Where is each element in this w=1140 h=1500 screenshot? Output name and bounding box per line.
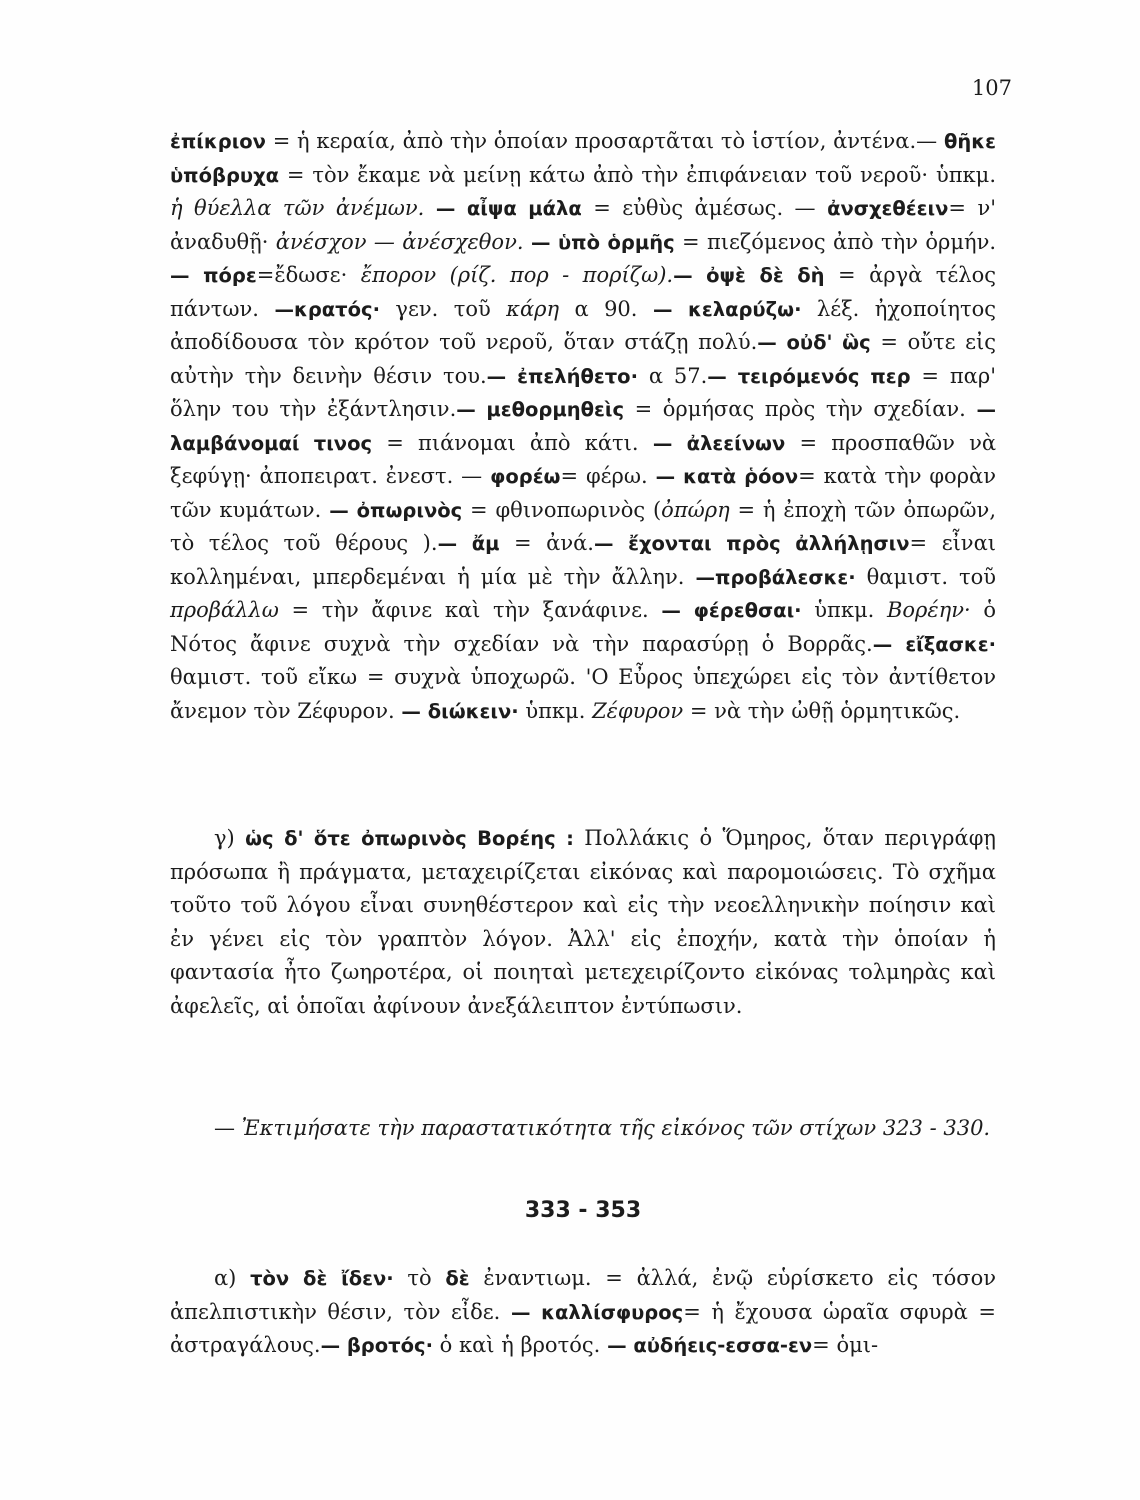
glossary-definition: προσπαθῶν νὰ ξεφύγῃ· ἀποπειρατ. ἐνεστ. — — [170, 430, 997, 488]
glossary-definition: ὁρμήσας πρὸς τὴν σχεδίαν. — [662, 397, 966, 421]
commentary-term: ὡς δ' ὅτε ὀπωρινὸς Βορέης : — [245, 827, 574, 850]
commentary-paragraph-c — [170, 822, 996, 1023]
glossary-term: — κελαρύζω· — [637, 297, 802, 321]
glossary-separator: = — [279, 162, 313, 187]
glossary-separator: = — [798, 464, 824, 488]
glossary-italic-form: ἀνέσχον — ἀνέσχεθον. — [268, 229, 524, 254]
commentary-text: = ὁμι- — [812, 1333, 879, 1357]
glossary-term: — διώκειν· — [394, 699, 519, 723]
glossary-definition-cont: = νὰ τὴν ὠθῇ ὁρμητικῶς. — [683, 698, 961, 723]
glossary-separator: = — [560, 464, 586, 488]
glossary-definition: α 57. — [648, 363, 708, 388]
glossary-term: — οὐδ' ὣς — [757, 331, 871, 354]
glossary-separator: = — [462, 497, 496, 522]
glossary-definition: τὸν ἔκαμε νὰ μείνῃ κάτω ἀπὸ τὴν ἐπιφάνειαν τοῦ νεροῦ· ὑπκμ. — [312, 162, 996, 187]
commentary-text: = ἡ ἔχουσα ὡραῖα σφυρὰ = ἀστραγάλους. — [170, 1299, 996, 1357]
glossary-term: — φέρεθσαι· — [648, 599, 802, 622]
glossary-term: —κρατός· — [258, 297, 380, 321]
glossary-italic-form: ἔπορον (ρίζ. πορ - πορίζω). — [347, 263, 674, 287]
glossary-separator — [380, 297, 395, 321]
glossary-term: — πόρε — [170, 264, 257, 287]
glossary-term: — ἐπελήθετο· — [486, 364, 638, 388]
glossary-definition: ὑπκμ. — [814, 598, 875, 622]
commentary-term: — καλλίσφυρος — [500, 1300, 684, 1324]
glossary-definition: εἶναι κολλημέναι, μπερδεμέναι ἡ μία μὲ τὴν ἄλλην. — [170, 531, 996, 589]
paragraph-label: α) — [214, 1266, 251, 1290]
exercise-text: Ἐκτιμήσατε τὴν παραστατικότητα τῆς εἰκόνος τῶν στίχων 323 - 330. — [241, 1116, 991, 1140]
glossary-definition-cont: = τὴν ἄφινε καὶ τὴν ξανάφινε. — [278, 598, 649, 622]
glossary-separator — [638, 364, 649, 388]
glossary-italic-form: ὀπώρη — [661, 497, 730, 522]
page-number: 107 — [971, 76, 1012, 100]
commentary-term: τὸν δὲ ἴδεν· — [250, 1267, 394, 1290]
glossary-paragraph — [170, 125, 996, 728]
glossary-separator: = — [256, 263, 275, 287]
glossary-separator: = — [581, 196, 623, 220]
glossary-term: — εἴξασκε· — [872, 632, 996, 656]
glossary-term: φορέω — [482, 465, 561, 488]
glossary-separator: = — [870, 330, 908, 354]
glossary-definition-cont: ὁ Νότος ἄφινε συχνὰ τὴν σχεδίαν νὰ τὴν παρασύρῃ ὁ Βορρᾶς. — [170, 598, 996, 656]
glossary-definition: θαμιστ. τοῦ εἴκω = συχνὰ ὑποχωρῶ. 'Ο Εὖρος ὑπεχώρει εἰς τὸν ἀντίθετον ἄνεμον τὸν Ζέφυρον. — [170, 665, 996, 723]
glossary-definition: ν' ἀναδυθῇ· — [170, 196, 996, 254]
commentary-text: ἐναντιωμ. = ἀλλά, ἐνῷ εὑρίσκετο εἰς τόσον ἀπελπιστικὴν θέσιν, τὸν εἶδε. — [170, 1266, 996, 1324]
glossary-term: — ἄμ — [437, 532, 500, 555]
glossary-term: — ὀψὲ δὲ δὴ — [673, 264, 825, 287]
glossary-term: θῆκε ὑπόβρυχα — [170, 130, 996, 187]
exercise-dash: — — [214, 1116, 242, 1140]
section-heading: 333 - 353 — [524, 1198, 642, 1223]
glossary-separator: = — [499, 531, 547, 555]
glossary-italic-form: ἡ θύελλα τῶν ἀνέμων. — [170, 196, 425, 220]
glossary-term: — ἔχονται πρὸς ἀλλήλῃσιν — [593, 532, 910, 555]
glossary-definition: φέρω. — [585, 464, 648, 488]
glossary-separator — [856, 565, 867, 589]
glossary-term: — τειρόμενός περ — [707, 364, 911, 388]
glossary-term: —προβάλεσκε· — [684, 565, 856, 589]
exercise-prompt — [170, 1112, 996, 1146]
glossary-definition: φθινοπωρινὸς ( — [495, 497, 662, 522]
glossary-term: — κατὰ ῥόον — [647, 465, 799, 488]
glossary-separator: = — [265, 129, 298, 153]
glossary-separator: = — [948, 196, 978, 220]
glossary-separator — [802, 598, 815, 622]
glossary-separator: = — [624, 397, 663, 421]
glossary-italic-form: Ζέφυρον — [585, 698, 684, 723]
glossary-separator: = — [674, 229, 707, 254]
glossary-term: — ὀπωρινὸς — [321, 498, 463, 522]
glossary-term: ἐπίκριον — [170, 130, 266, 153]
glossary-term: ἀνσχεθέειν — [815, 197, 949, 220]
glossary-definition: πιάνομαι ἀπὸ κάτι. — [418, 430, 639, 455]
glossary-definition: παρ' ὅλην του τὴν ἐξάντλησιν. — [170, 363, 996, 421]
glossary-italic-form: Βορέην· — [874, 598, 971, 622]
glossary-separator: = — [372, 430, 419, 455]
paragraph-label: γ) — [214, 826, 246, 850]
commentary-paragraph-a — [170, 1262, 996, 1363]
glossary-term: — ὑπὸ ὁρμῆς — [523, 230, 675, 254]
glossary-term: — αἶψα μάλα — [424, 197, 582, 220]
glossary-definition-cont: α 90. — [559, 296, 638, 321]
glossary-definition: λέξ. ἠχοποίητος ἀποδίδουσα τὸν κρότον τοῦ νεροῦ, ὅταν στάζῃ πολύ. — [170, 296, 996, 354]
commentary-text: τὸ — [393, 1266, 446, 1290]
glossary-separator: = — [909, 531, 942, 555]
glossary-italic-form: προβάλλω — [170, 598, 279, 622]
glossary-definition: θαμιστ. τοῦ — [866, 564, 996, 589]
commentary-term: δὲ — [445, 1267, 470, 1290]
glossary-definition: εὐθὺς ἀμέσως. — — [622, 196, 816, 220]
glossary-definition: ἡ κεραία, ἀπὸ τὴν ὁποίαν προσαρτᾶται τὸ ἱστίον, ἀντένα.— — [297, 129, 938, 153]
glossary-definition-cont: = ἡ ἐποχὴ τῶν ὀπωρῶν, τὸ τέλος τοῦ θέρους ). — [170, 497, 997, 555]
glossary-definition: ἀργὰ τέλος πάντων. — [170, 263, 996, 321]
glossary-separator: = — [824, 263, 870, 287]
glossary-definition: ἔδωσε· — [274, 263, 348, 287]
glossary-definition: γεν. τοῦ — [395, 296, 491, 321]
commentary-text: Πολλάκις ὁ Ὅμηρος, ὅταν περιγράφῃ πρόσωπα ἢ πράγματα, μεταχειρίζεται εἰκόνας καὶ παρομοιώσεις. Τὸ σχῆμα τοῦτο τοῦ λόγου εἶναι συνηθέστερον καὶ εἰς τὴν νεοελληνικὴν ποίησιν καὶ ἐν γένει εἰς τὸν γραπτὸν λόγον. Ἀλλ' εἰς ἐποχήν, κατὰ τὴν ὁποίαν ἡ φαντασία ἦτο ζωηροτέρα, οἱ ποιηταὶ μετεχειρίζοντο εἰκόνας τολμηρὰς καὶ ἀφελεῖς, αἱ ὁποῖαι ἀφίνουν ἀνεξάλειπτον ἐντύπωσιν. — [170, 826, 996, 1018]
commentary-term: — αὐδήεις-εσσα-εν — [600, 1334, 813, 1357]
glossary-separator — [801, 297, 816, 321]
glossary-separator: = — [785, 430, 832, 455]
commentary-term: — βροτός· — [320, 1334, 433, 1357]
glossary-definition: οὔτε εἰς αὐτὴν τὴν δεινὴν θέσιν του. — [170, 330, 996, 388]
glossary-term: — λαμβάνομαί τινος — [170, 398, 996, 455]
glossary-term: — μεθορμηθεὶς — [456, 398, 625, 421]
glossary-definition: ἀνά. — [546, 531, 594, 555]
commentary-text: ὁ καὶ ἡ βροτός. — [432, 1333, 601, 1357]
glossary-italic-form: κάρη — [490, 296, 560, 321]
glossary-definition: πιεζόμενος ἀπὸ τὴν ὁρμήν. — [707, 229, 997, 254]
glossary-definition: ὑπκμ. — [525, 698, 586, 723]
glossary-definition: κατὰ τὴν φορὰν τῶν κυμάτων. — [170, 464, 996, 522]
glossary-separator: = — [910, 363, 950, 388]
glossary-term: — ἀλεείνων — [638, 431, 786, 455]
